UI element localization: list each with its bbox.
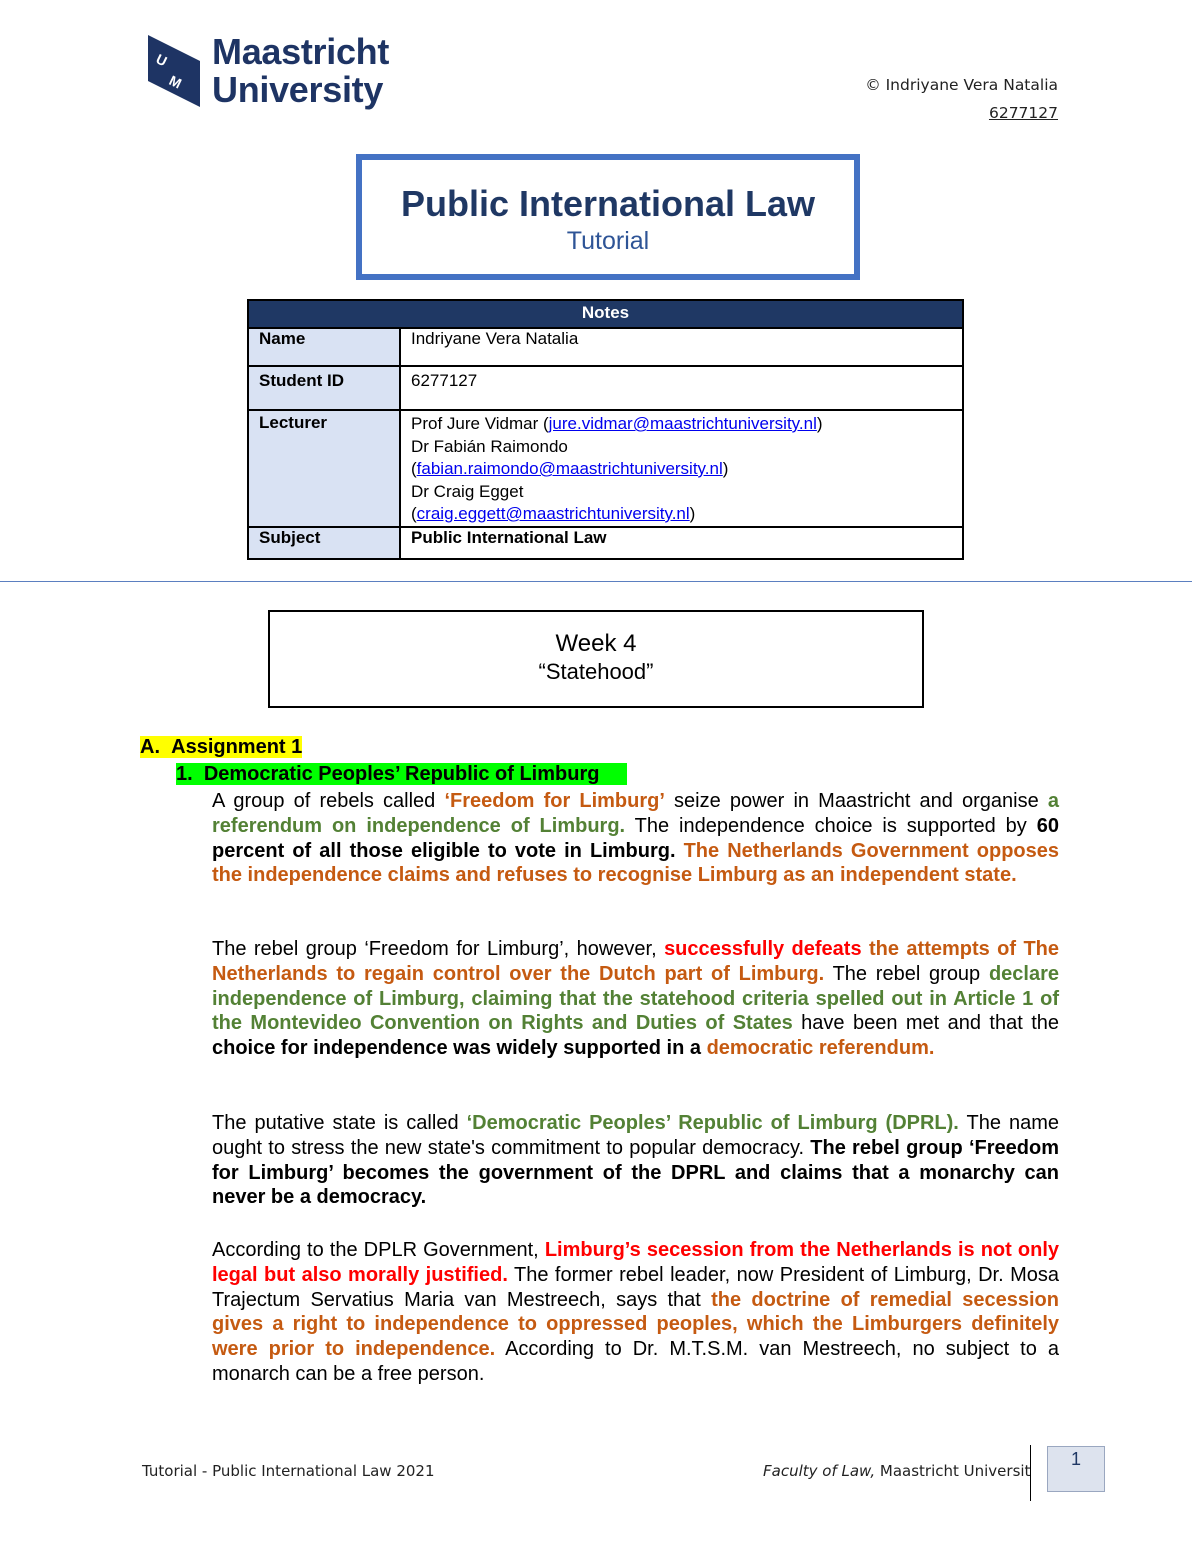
row-value-name: Indriyane Vera Natalia	[400, 328, 963, 366]
title-box	[356, 154, 860, 280]
lecturer-2-name: Dr Fabián Raimondo	[411, 436, 568, 456]
text-run: The Netherlands Government opposes the independence claims and refuses to recognise Limburg as an independent state.	[212, 839, 1059, 887]
logo-text-line1: Maastricht	[212, 31, 390, 72]
table-row	[248, 328, 963, 366]
paren-close: )	[816, 414, 823, 433]
case-title: Democratic Peoples’ Republic of Limburg	[203, 763, 600, 785]
assignment-marker: A.	[140, 736, 160, 758]
copyright-author: © Indriyane Vera Natalia	[865, 76, 1058, 94]
footer-left-text: Tutorial - Public International Law 2021	[142, 1462, 435, 1480]
case-number: 1.	[176, 763, 193, 785]
lecturer-1	[411, 413, 952, 436]
paren-open: (	[411, 504, 417, 523]
lecturer-2	[411, 458, 952, 481]
text-run: democratic referendum.	[706, 1037, 935, 1060]
row-value-student-id: 6277127	[400, 366, 963, 410]
lecturer-1-email-link[interactable]: jure.vidmar@maastrichtuniversity.nl	[548, 414, 817, 433]
notes-header-row	[248, 300, 963, 328]
lecturer-3-name: Dr Craig Egget	[411, 481, 524, 501]
lecturer-3-email-link[interactable]: craig.eggett@maastrichtuniversity.nl	[416, 504, 690, 523]
row-value-subject: Public International Law	[400, 527, 963, 559]
table-row	[248, 527, 963, 559]
text-run: Limburg’s secession from the Netherlands is not only legal but also morally justified.	[212, 1239, 1059, 1286]
document-subtitle: Tutorial	[566, 227, 650, 255]
paren-open: (	[411, 459, 417, 478]
text-run: The rebel group ‘Freedom for Limburg’ becomes the government of the DPRL and claims that a monarchy can never be a democracy.	[212, 1136, 1059, 1209]
text-run: 60 percent of all those eligible to vote in Limburg.	[212, 814, 1059, 862]
section-divider	[0, 581, 1192, 582]
week-title: Week 4	[555, 630, 637, 657]
paragraph-2	[212, 937, 1059, 1061]
lecturer-1-name: Prof Jure Vidmar (	[411, 414, 549, 433]
logo-text-line2: University	[212, 69, 384, 110]
text-run	[676, 840, 684, 862]
header-student-id: 6277127	[988, 104, 1058, 122]
paragraph-4	[212, 1238, 1059, 1387]
table-row	[248, 366, 963, 410]
text-run: a referendum on independence of Limburg.	[212, 790, 1059, 837]
text-run: seize power in Maastricht and organise	[664, 790, 1048, 812]
row-value-lecturer	[400, 410, 963, 527]
footer-university: Maastricht Universit	[875, 1462, 1031, 1480]
lecturer-2-email-link[interactable]: fabian.raimondo@maastrichtuniversity.nl	[416, 459, 723, 478]
footer-divider	[1030, 1445, 1031, 1501]
text-run: successfully defeats	[664, 938, 862, 960]
row-label-lecturer: Lecturer	[248, 410, 400, 527]
case-heading	[176, 762, 627, 786]
assignment-heading	[140, 735, 302, 759]
lecturer-3	[411, 503, 952, 526]
row-label-subject: Subject	[248, 527, 400, 559]
text-run: The independence choice is supported by	[625, 814, 1037, 837]
text-run: According to Dr. M.T.S.M. van Mestreech, no subject to a monarch can be a free person.	[212, 1338, 1059, 1385]
row-label-student-id: Student ID	[248, 366, 400, 410]
footer-right-text	[763, 1462, 1045, 1480]
svg-text:U: U	[153, 50, 170, 70]
text-run: choice for independence was widely supported in a	[212, 1037, 701, 1060]
page-number: 1	[1047, 1446, 1105, 1492]
paren-close: )	[689, 504, 696, 523]
paragraph-1	[212, 789, 1059, 888]
week-topic: “Statehood”	[538, 659, 654, 684]
text-run: A group of rebels called	[212, 790, 445, 812]
week-box	[268, 610, 924, 708]
text-run: According to the DPLR Government,	[212, 1239, 545, 1261]
text-run: ‘Freedom for Limburg’	[444, 790, 665, 812]
notes-header: Notes	[248, 300, 963, 328]
um-logo-icon	[148, 35, 200, 107]
row-label-name: Name	[248, 328, 400, 366]
text-run	[862, 938, 869, 960]
table-row	[248, 410, 963, 527]
text-run: The rebel group ‘Freedom for Limburg’, however,	[212, 938, 665, 960]
text-run: have been met and that the	[792, 1012, 1060, 1035]
text-run: The name ought to stress the new state's commitment to popular democracy.	[212, 1112, 1060, 1159]
text-run: ‘Democratic Peoples’ Republic of Limburg (DPRL).	[466, 1112, 959, 1134]
paren-close: )	[722, 459, 729, 478]
text-run: declare independence of Limburg, claiming that the statehood criteria spelled out in Article 1 of the Montevideo Convention on Rights and Duties of States	[212, 962, 1060, 1035]
assignment-title: Assignment 1	[171, 736, 303, 758]
svg-text:M: M	[166, 72, 185, 92]
text-run: The putative state is called	[212, 1112, 467, 1134]
notes-table	[247, 299, 964, 560]
footer-faculty: Faculty of Law,	[763, 1462, 876, 1480]
university-logo	[148, 33, 410, 117]
text-run: The rebel group	[824, 962, 989, 985]
text-run: The former rebel leader, now President of Limburg, Dr. Mosa Trajectum Servatius Maria van Mestreech, says that	[212, 1263, 1059, 1311]
text-run: the attempts of The Netherlands to regain control over the Dutch part of Limburg.	[212, 938, 1060, 985]
document-title: Public International Law	[400, 183, 816, 224]
text-run: the doctrine of remedial secession gives a right to independence to oppressed peoples, which the Limburgers definitely were prior to independence.	[212, 1288, 1059, 1361]
paragraph-3	[212, 1111, 1059, 1210]
